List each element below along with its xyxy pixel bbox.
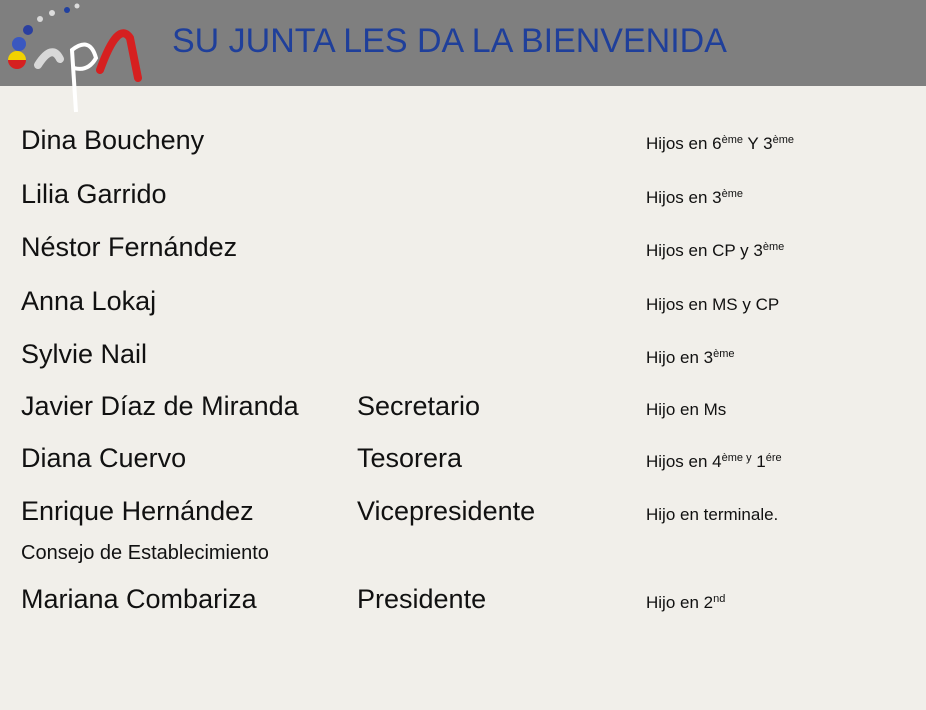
member-name: Anna Lokaj bbox=[21, 286, 157, 316]
member-name: Dina Boucheny bbox=[21, 125, 205, 155]
member-children: Hijos en CP y 3ème bbox=[646, 241, 785, 260]
member-row bbox=[0, 390, 926, 430]
member-children: Hijos en MS y CP bbox=[646, 295, 780, 314]
council-label: Consejo de Establecimiento bbox=[21, 542, 269, 564]
apa-logo-icon bbox=[0, 0, 160, 120]
member-children: Hijo en Ms bbox=[646, 400, 727, 419]
member-name: Néstor Fernández bbox=[21, 232, 238, 262]
member-name: Diana Cuervo bbox=[21, 443, 187, 473]
member-row bbox=[0, 285, 926, 325]
member-children: Hijos en 3ème bbox=[646, 188, 744, 207]
header-bar bbox=[0, 0, 926, 86]
member-row bbox=[0, 495, 926, 535]
member-row bbox=[0, 178, 926, 218]
member-role: Secretario bbox=[357, 391, 481, 421]
member-children: Hijo en terminale. bbox=[646, 505, 779, 524]
member-role: Presidente bbox=[357, 584, 487, 614]
member-row bbox=[0, 231, 926, 271]
member-children: Hijos en 6ème Y 3ème bbox=[646, 134, 795, 153]
member-name: Sylvie Nail bbox=[21, 339, 148, 369]
member-name: Enrique Hernández bbox=[21, 496, 254, 526]
member-row bbox=[0, 124, 926, 164]
member-name: Mariana Combariza bbox=[21, 584, 257, 614]
member-row bbox=[0, 442, 926, 482]
member-row bbox=[0, 338, 926, 378]
member-children: Hijos en $4^{ème y}$ $1^{ére}$ bbox=[646, 452, 782, 471]
member-children: Hijo en 3ème bbox=[646, 348, 735, 367]
member-name: Javier Díaz de Miranda bbox=[21, 391, 299, 421]
member-role: Tesorera bbox=[357, 443, 463, 473]
page-title: SU JUNTA LES DA LA BIENVENIDA bbox=[172, 22, 727, 60]
member-name: Lilia Garrido bbox=[21, 179, 167, 209]
member-role: Vicepresidente bbox=[357, 496, 536, 526]
member-children: Hijo en 2nd bbox=[646, 593, 726, 612]
council-member-row bbox=[0, 583, 926, 623]
